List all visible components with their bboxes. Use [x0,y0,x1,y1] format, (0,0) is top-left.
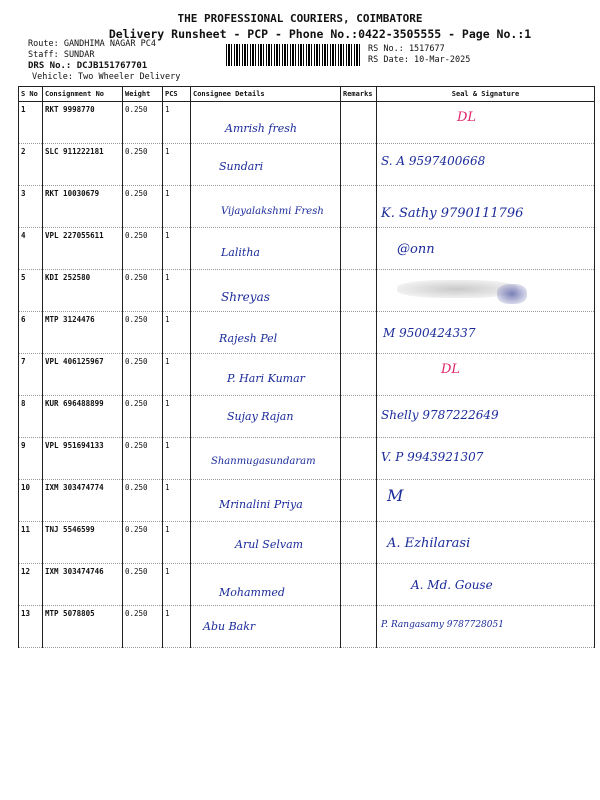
signature-handwriting: M 9500424337 [383,326,476,340]
table-row [19,270,595,312]
row-weight: 0.250 [123,354,163,396]
sheet-title: Delivery Runsheet - PCP - Phone No.:0422-3505555 - Page No.:1 [108,27,532,41]
consignee-handwriting: Amrish fresh [225,122,297,135]
row-remarks [341,438,377,480]
signature-handwriting: A. Md. Gouse [411,578,493,592]
row-consignment: RKT 10030679 [43,186,123,228]
row-consignment: KUR 696488899 [43,396,123,438]
row-remarks [341,228,377,270]
row-pcs: 1 [163,144,191,186]
table-row [19,522,595,564]
row-remarks [341,396,377,438]
table-row [19,102,595,144]
row-signature [377,480,595,522]
row-consignment: VPL 406125967 [43,354,123,396]
row-signature [377,312,595,354]
consignee-handwriting: Shreyas [221,290,270,304]
table-row [19,312,595,354]
row-pcs: 1 [163,606,191,648]
table-body [19,102,595,648]
signature-stamp: DL [441,362,461,377]
consignee-handwriting: Vijayalakshmi Fresh [221,206,324,217]
consignee-handwriting: Lalitha [221,246,260,259]
row-remarks [341,522,377,564]
table-row [19,186,595,228]
row-remarks [341,564,377,606]
row-pcs: 1 [163,522,191,564]
row-remarks [341,312,377,354]
row-consignment: KDI 252580 [43,270,123,312]
row-consignee [191,144,341,186]
row-sno: 5 [19,270,43,312]
consignee-handwriting: Mohammed [219,586,285,599]
row-signature [377,438,595,480]
row-consignee [191,564,341,606]
col-signature: Seal & Signature [377,87,595,102]
row-weight: 0.250 [123,186,163,228]
row-sno: 4 [19,228,43,270]
row-sno: 7 [19,354,43,396]
barcode [226,44,362,66]
row-pcs: 1 [163,312,191,354]
row-consignee [191,606,341,648]
consignee-handwriting: P. Hari Kumar [227,372,305,385]
row-consignee [191,354,341,396]
table-row [19,354,595,396]
row-remarks [341,480,377,522]
signature-stamp: DL [457,110,477,125]
row-signature [377,144,595,186]
row-remarks [341,606,377,648]
row-remarks [341,144,377,186]
row-signature [377,522,595,564]
row-consignment: RKT 9998770 [43,102,123,144]
row-consignee [191,186,341,228]
staff-label: Staff: SUNDAR [28,50,95,60]
row-weight: 0.250 [123,144,163,186]
col-consignee: Consignee Details [191,87,341,102]
row-signature [377,270,595,312]
row-weight: 0.250 [123,270,163,312]
row-consignment: MTP 5078805 [43,606,123,648]
row-signature [377,186,595,228]
row-remarks [341,354,377,396]
row-signature [377,606,595,648]
row-sno: 1 [19,102,43,144]
row-weight: 0.250 [123,564,163,606]
row-sno: 8 [19,396,43,438]
consignee-handwriting: Sundari [219,160,264,173]
row-pcs: 1 [163,228,191,270]
row-pcs: 1 [163,186,191,228]
row-weight: 0.250 [123,438,163,480]
row-consignee [191,228,341,270]
signature-scribble [497,284,527,304]
signature-handwriting: M [387,486,404,505]
signature-handwriting: S. A 9597400668 [381,154,486,168]
row-pcs: 1 [163,438,191,480]
signature-handwriting: V. P 9943921307 [381,450,484,464]
route-label: Route: GANDHIMA NAGAR PC4 [28,39,156,49]
table-row [19,438,595,480]
row-consignee [191,102,341,144]
row-weight: 0.250 [123,480,163,522]
table-row [19,606,595,648]
col-sno: S No [19,87,43,102]
signature-handwriting: A. Ezhilarasi [387,536,471,551]
row-consignment: TNJ 5546599 [43,522,123,564]
rs-number: RS No.: 1517677 [368,44,445,54]
drs-number: DRS No.: DCJB151767701 [28,61,148,71]
row-pcs: 1 [163,564,191,606]
table-row [19,228,595,270]
row-pcs: 1 [163,354,191,396]
row-remarks [341,102,377,144]
table-row [19,144,595,186]
signature-handwriting: K. Sathy 9790111796 [381,206,524,221]
row-consignment: IXM 303474774 [43,480,123,522]
row-consignee [191,480,341,522]
row-remarks [341,270,377,312]
row-weight: 0.250 [123,606,163,648]
row-sno: 2 [19,144,43,186]
row-weight: 0.250 [123,102,163,144]
row-remarks [341,186,377,228]
table-row [19,480,595,522]
consignee-handwriting: Abu Bakr [203,620,256,633]
col-remarks: Remarks [341,87,377,102]
consignee-handwriting: Rajesh Pel [219,332,278,345]
col-consignment: Consignment No [43,87,123,102]
row-consignee [191,312,341,354]
row-signature [377,564,595,606]
col-pcs: PCS [163,87,191,102]
row-pcs: 1 [163,102,191,144]
row-consignee [191,522,341,564]
row-sno: 13 [19,606,43,648]
row-weight: 0.250 [123,396,163,438]
row-consignee [191,438,341,480]
row-consignment: MTP 3124476 [43,312,123,354]
table-row [19,564,595,606]
table-header-row [19,87,595,102]
row-weight: 0.250 [123,522,163,564]
row-consignment: VPL 227055611 [43,228,123,270]
company-title: THE PROFESSIONAL COURIERS, COIMBATORE [177,12,423,25]
table-row [19,396,595,438]
row-sno: 3 [19,186,43,228]
consignee-handwriting: Arul Selvam [235,538,304,551]
row-sno: 10 [19,480,43,522]
consignee-handwriting: Sujay Rajan [227,410,294,423]
row-sno: 6 [19,312,43,354]
vehicle-label: Vehicle: Two Wheeler Delivery [32,72,181,82]
row-pcs: 1 [163,480,191,522]
row-sno: 9 [19,438,43,480]
signature-handwriting: P. Rangasamy 9787728051 [381,620,504,630]
row-consignment: IXM 303474746 [43,564,123,606]
row-signature [377,396,595,438]
rs-date: RS Date: 10-Mar-2025 [368,55,471,65]
consignee-handwriting: Mrinalini Priya [219,498,303,511]
row-signature [377,354,595,396]
consignee-handwriting: Shanmugasundaram [211,456,316,467]
row-weight: 0.250 [123,312,163,354]
row-pcs: 1 [163,270,191,312]
row-sno: 12 [19,564,43,606]
col-weight: Weight [123,87,163,102]
row-consignment: SLC 911222181 [43,144,123,186]
signature-handwriting: Shelly 9787222649 [381,408,499,422]
row-consignee [191,396,341,438]
signature-handwriting: @onn [397,242,435,257]
row-signature [377,228,595,270]
row-weight: 0.250 [123,228,163,270]
delivery-table [18,86,595,648]
row-pcs: 1 [163,396,191,438]
row-signature [377,102,595,144]
row-sno: 11 [19,522,43,564]
row-consignment: VPL 951694133 [43,438,123,480]
row-consignee [191,270,341,312]
